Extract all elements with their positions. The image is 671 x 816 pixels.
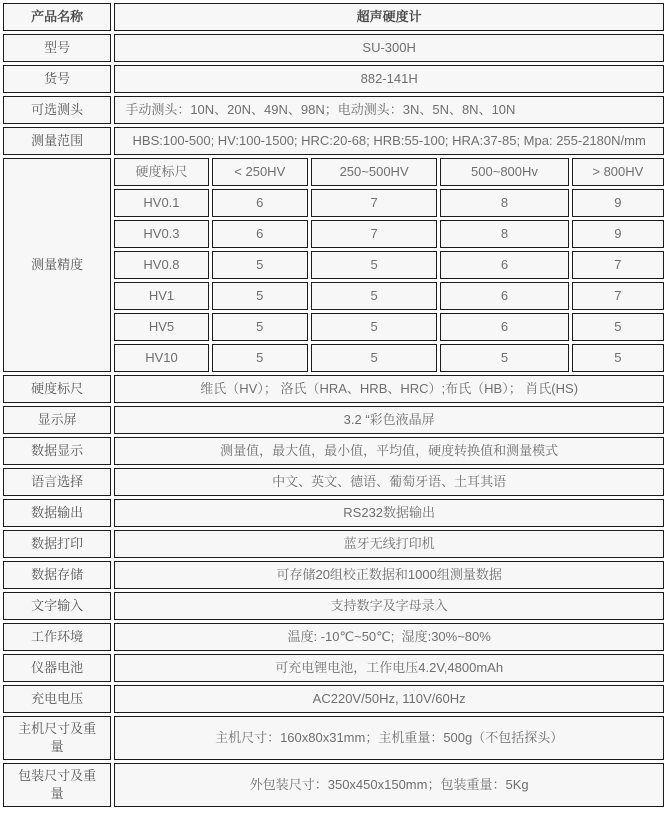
row-value-cell: 手动测头：10N、20N、49N、98N；电动测头：3N、5N、8N、10N [114,96,664,124]
precision-value-cell: 6 [440,313,568,341]
row-value-cell: 外包装尺寸：350x450x150mm；包装重量：5Kg [114,763,664,807]
spec-row [3,592,664,620]
spec-row [3,127,664,155]
precision-scale-cell: HV10 [114,344,208,372]
spec-row [3,716,664,760]
row-value-cell: 支持数字及字母录入 [114,592,664,620]
spec-row [3,34,664,62]
row-value-cell: 维氏（HV）； 洛氏（HRA、HRB、HRC）;布氏（HB）； 肖氏(HS) [114,375,664,403]
spec-row [3,406,664,434]
precision-value-cell: 6 [440,251,568,279]
precision-value-cell: 7 [572,251,664,279]
row-label-cell: 测量精度 [3,158,111,372]
precision-scale-cell: HV0.8 [114,251,208,279]
row-value-cell: 超声硬度计 [114,3,664,31]
precision-scale-cell: HV0.1 [114,189,208,217]
precision-value-cell: 9 [572,220,664,248]
precision-scale-cell: HV0.3 [114,220,208,248]
spec-row [3,375,664,403]
precision-value-cell: 5 [212,344,308,372]
spec-row [3,65,664,93]
row-label-cell: 数据打印 [3,530,111,558]
row-label-cell: 数据显示 [3,437,111,465]
precision-value-cell: 8 [440,189,568,217]
row-value-cell: 3.2 “彩色液晶屏 [114,406,664,434]
row-value-cell: 可充电锂电池，工作电压4.2V,4800mAh [114,654,664,682]
row-label-cell: 主机尺寸及重量 [3,716,111,760]
row-label-cell: 显示屏 [3,406,111,434]
spec-row [3,654,664,682]
row-label-cell: 文字输入 [3,592,111,620]
precision-value-cell: 8 [440,220,568,248]
spec-table-body [3,3,664,807]
spec-row [3,763,664,807]
row-value-cell: 882-141H [114,65,664,93]
precision-value-cell: 9 [572,189,664,217]
row-label-cell: 数据输出 [3,499,111,527]
spec-row [3,685,664,713]
row-value-cell: 主机尺寸：160x80x31mm；主机重量：500g（不包括探头） [114,716,664,760]
row-label-cell: 测量范围 [3,127,111,155]
spec-row-precision-header [3,158,664,186]
spec-row [3,530,664,558]
precision-value-cell: 5 [311,282,437,310]
row-value-cell: 测量值，最大值，最小值，平均值，硬度转换值和测量模式 [114,437,664,465]
row-label-cell: 包装尺寸及重量 [3,763,111,807]
precision-value-cell: 5 [311,344,437,372]
precision-value-cell: 5 [572,313,664,341]
row-value-cell: RS232数据输出 [114,499,664,527]
precision-scale-cell: HV1 [114,282,208,310]
precision-header-cell: 硬度标尺 [114,158,208,186]
row-label-cell: 数据存储 [3,561,111,589]
precision-value-cell: 5 [212,282,308,310]
precision-header-cell: < 250HV [212,158,308,186]
precision-value-cell: 6 [212,220,308,248]
row-label-cell: 语言选择 [3,468,111,496]
precision-value-cell: 7 [311,220,437,248]
precision-value-cell: 5 [212,251,308,279]
row-label-cell: 充电电压 [3,685,111,713]
precision-header-cell: 250~500HV [311,158,437,186]
row-label-cell: 可选测头 [3,96,111,124]
row-label-cell: 硬度标尺 [3,375,111,403]
precision-value-cell: 6 [440,282,568,310]
precision-value-cell: 5 [440,344,568,372]
precision-value-cell: 5 [311,251,437,279]
precision-value-cell: 6 [212,189,308,217]
row-value-cell: 中文、英文、德语、葡萄牙语、土耳其语 [114,468,664,496]
precision-value-cell: 7 [311,189,437,217]
row-value-cell: HBS:100-500; HV:100-1500; HRC:20-68; HRB:55-100; HRA:37-85; Mpa: 255-2180N/mm [114,127,664,155]
precision-value-cell: 5 [572,344,664,372]
spec-row [3,561,664,589]
precision-header-cell: 500~800Hv [440,158,568,186]
row-value-cell: SU-300H [114,34,664,62]
spec-row [3,499,664,527]
precision-scale-cell: HV5 [114,313,208,341]
row-label-cell: 货号 [3,65,111,93]
row-value-cell: AC220V/50Hz, 110V/60Hz [114,685,664,713]
precision-value-cell: 7 [572,282,664,310]
spec-row [3,468,664,496]
precision-value-cell: 5 [311,313,437,341]
row-label-cell: 仪器电池 [3,654,111,682]
precision-value-cell: 5 [212,313,308,341]
row-label-cell: 工作环境 [3,623,111,651]
row-label-cell: 型号 [3,34,111,62]
spec-row [3,437,664,465]
row-label-cell: 产品名称 [3,3,111,31]
precision-header-cell: > 800HV [572,158,664,186]
row-value-cell: 可存储20组校正数据和1000组测量数据 [114,561,664,589]
spec-row [3,96,664,124]
row-value-cell: 温度: -10℃~50℃; 湿度:30%~80% [114,623,664,651]
row-value-cell: 蓝牙无线打印机 [114,530,664,558]
spec-row [3,623,664,651]
spec-row [3,3,664,31]
